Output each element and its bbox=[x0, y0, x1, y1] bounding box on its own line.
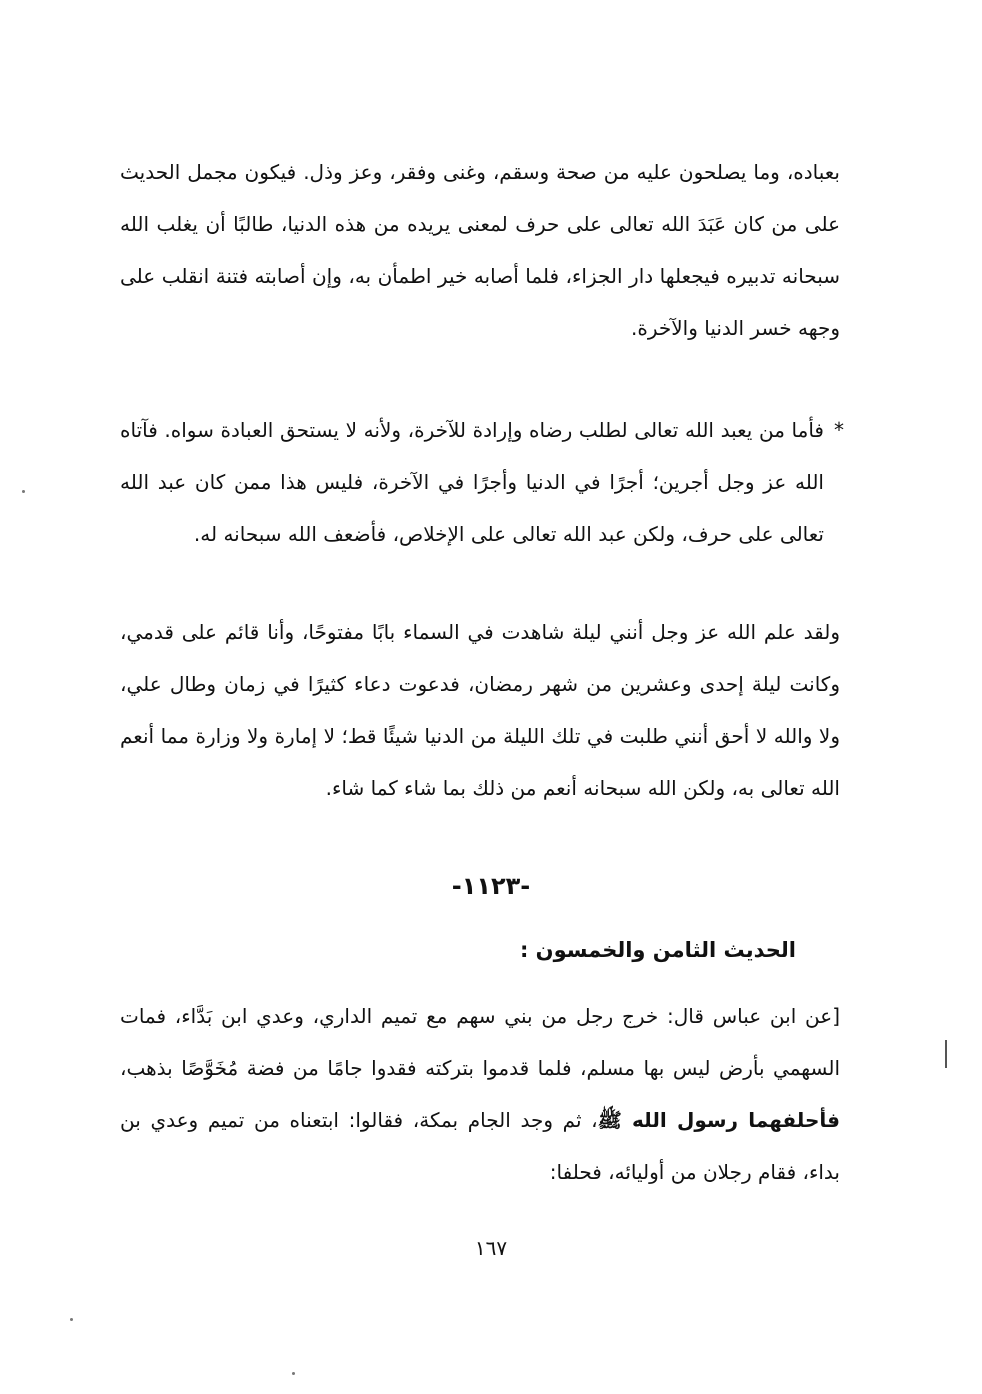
paragraph-worship-sincerity: فأما من يعبد الله تعالى لطلب رضاه وإرادة للآخرة، ولأنه لا يستحق العبادة سواه. فآتاه الله عز وجل أجرين؛ أجرًا في الدنيا وأجرًا في الآخرة، فليس هذا ممن كان عبد الله تعالى على حرف، ولكن عبد الله تعالى على الإخلاص، فأضعف الله سبحانه له. bbox=[120, 418, 824, 546]
scan-speck bbox=[292, 1372, 295, 1375]
page-number: ١٦٧ bbox=[474, 1236, 508, 1260]
section-number-marker: -١١٢٣- bbox=[451, 872, 531, 900]
hadith-text-part-1: [عن ابن عباس قال: خرج رجل من بني سهم مع تميم الداري، وعدي ابن بَدَّاء، فمات السهمي بأرض ليس بها مسلم، فلما قدموا بتركته فقدوا جامًا من فضة مُخَوَّصًا بذهب، bbox=[120, 1004, 840, 1080]
hadith-text-part-2: ، ثم وجد الجام بمكة، فقالوا: ابتعناه من تميم وعدي بن بداء، فقام رجلان من أوليائه، فحلفا: bbox=[120, 1108, 840, 1184]
section-heading: الحديث الثامن والخمسون : bbox=[519, 938, 796, 962]
paragraph-hadith-text bbox=[120, 990, 840, 1198]
paragraph-personal-account: ولقد علم الله عز وجل أنني ليلة شاهدت في السماء بابًا مفتوحًا، وأنا قائم على قدمي، وكانت ليلة إحدى وعشرين من شهر رمضان، فدعوت دعاء كثيرًا في زمان وطال علي، ولا والله لا أحق أنني طلبت في تلك الليلة من الدنيا شيئًا قط؛ لا إمارة ولا وزارة مما أنعم الله تعالى به، ولكن الله سبحانه أنعم من ذلك بما شاء كما شاء. bbox=[120, 620, 840, 800]
scan-speck bbox=[22, 490, 25, 493]
paragraph-commentary: بعباده، وما يصلحون عليه من صحة وسقم، وغنى وفقر، وعز وذل. فيكون مجمل الحديث على من كان عَبَدَ الله تعالى على حرف لمعنى يريده من هذه الدنيا، طالبًا أن يغلب الله سبحانه تدبيره فيجعلها دار الجزاء، فلما أصابه خير اطمأن به، وإن أصابته فتنة انقلب على وجهه خسر الدنيا والآخرة. bbox=[120, 160, 840, 340]
scan-speck bbox=[70, 1318, 73, 1321]
hadith-text-bold: فأحلفهما رسول الله ﷺ bbox=[597, 1108, 840, 1132]
bullet-asterisk: * bbox=[834, 418, 844, 442]
scan-edge-mark bbox=[945, 1040, 947, 1068]
